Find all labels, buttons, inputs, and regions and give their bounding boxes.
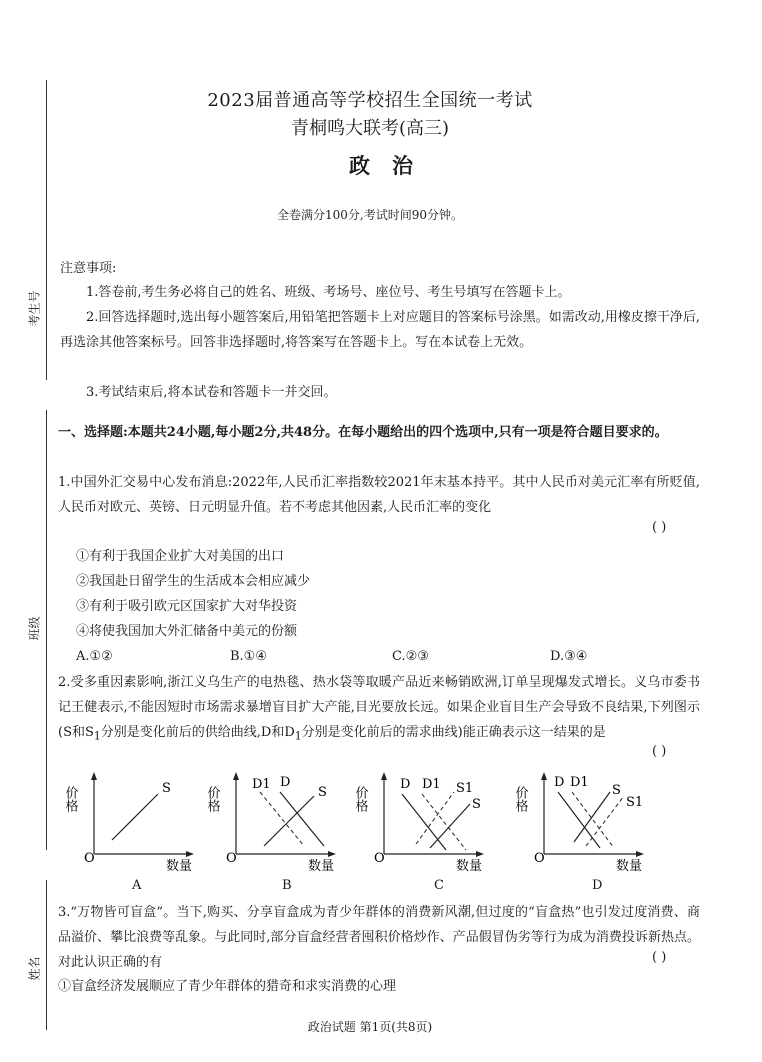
graph-b-x-arrow bbox=[328, 851, 336, 857]
margin-line-bottom bbox=[46, 880, 47, 1030]
graph-b-curve-s-label: S bbox=[318, 785, 327, 800]
graph-b bbox=[204, 770, 338, 880]
graph-d-curve-s bbox=[574, 792, 610, 842]
graph-c-origin: O bbox=[374, 851, 385, 866]
q1-statement-1: ①有利于我国企业扩大对美国的出口 bbox=[76, 549, 285, 564]
q1-stem: 1.中国外汇交易中心发布消息:2022年,人民币汇率指数较2021年末基本持平。其中人民币对美元汇率有所贬值,人民币对欧元、英镑、日元明显升值。若不考虑其他因素,人民币汇率的变化 bbox=[58, 475, 700, 515]
graph-a-curve-s-label: S bbox=[162, 781, 171, 796]
graph-d-curve-d1-label: D1 bbox=[570, 775, 589, 790]
q1-statement-4: ④将使我国加大外汇储备中美元的份额 bbox=[76, 624, 298, 639]
graph-a-origin: O bbox=[84, 851, 95, 866]
graph-c-curve-d-label: D bbox=[400, 777, 411, 792]
graph-d-x-arrow bbox=[636, 851, 644, 857]
graph-d-x-axis-label: 数量 bbox=[616, 859, 643, 874]
notes-heading: 注意事项: bbox=[60, 261, 117, 276]
graph-c bbox=[352, 770, 486, 880]
graph-b-curve-d1 bbox=[260, 792, 304, 846]
q3-answer-paren: ( ) bbox=[652, 950, 667, 965]
graph-d-origin: O bbox=[534, 851, 545, 866]
exam-no-label: 考生号 bbox=[27, 290, 42, 327]
graph-c-curve-d1 bbox=[422, 794, 466, 850]
graph-d bbox=[512, 770, 646, 880]
graph-a bbox=[62, 770, 196, 880]
subject-title: 政治 bbox=[349, 153, 435, 178]
score-note: 全卷满分100分,考试时间90分钟。 bbox=[277, 208, 463, 222]
note-item-3: 3.考试结束后,将本试卷和答题卡一并交回。 bbox=[86, 385, 337, 400]
graph-d-y-arrow bbox=[541, 772, 547, 780]
graph-b-y-axis-label: 价格 bbox=[204, 786, 220, 812]
graph-a-x-axis-label: 数量 bbox=[166, 859, 193, 874]
q1-option-a: A.①② bbox=[76, 649, 113, 664]
graph-b-curve-d-label: D bbox=[280, 775, 291, 790]
q2-stem: 2.受多重因素影响,浙江义乌生产的电热毯、热水袋等取暖产品近来畅销欧洲,订单呈现爆发式增长。义乌市委书记王健表示,不能因短时市场需求暴增盲目扩大产能,目光要放长远。如果企业盲目生产会导致不良结果,下列图示(S和$S_1$分别是变化前后的供给曲线,D和$D_1$分别是变化前后的需求曲线)能正确表示这一结果的是 bbox=[58, 675, 700, 743]
margin-line-middle bbox=[46, 410, 47, 850]
graph-c-curve-d1-label: D1 bbox=[422, 777, 441, 792]
q3-stem: 3.“万物皆可盲盒”。当下,购买、分享盲盒成为青少年群体的消费新风潮,但过度的“盲盒热”也引发过度消费、商品溢价、攀比浪费等乱象。与此同时,部分盲盒经营者囤积价格炒作、产品假冒伪劣等行为成为消费投诉新热点。对此认识正确的有 bbox=[58, 905, 700, 970]
graph-b-origin: O bbox=[226, 851, 237, 866]
section-heading: 一、选择题:本题共24小题,每小题2分,共48分。在每小题给出的四个选项中,只有一项是符合题目要求的。 bbox=[58, 425, 668, 440]
exam-subtitle: 青桐鸣大联考(高三) bbox=[290, 118, 450, 139]
graph-c-x-axis-label: 数量 bbox=[456, 859, 483, 874]
graph-b-curve-d bbox=[280, 792, 324, 846]
q1-option-d: D.③④ bbox=[550, 649, 588, 664]
graph-b-label: B bbox=[282, 878, 292, 893]
graph-c-x-arrow bbox=[476, 851, 484, 857]
graph-d-curve-s1-label: S1 bbox=[626, 795, 644, 810]
class-label: 班级 bbox=[27, 616, 42, 641]
q1-option-b: B.①④ bbox=[230, 649, 267, 664]
graph-c-curve-s1-label: S1 bbox=[456, 781, 474, 796]
graph-a-y-axis-label: 价格 bbox=[62, 786, 78, 812]
graph-a-label: A bbox=[132, 878, 142, 893]
graph-d-curve-d bbox=[558, 792, 600, 848]
graph-a-y-arrow bbox=[91, 772, 97, 780]
graph-d-curve-d-label: D bbox=[554, 775, 565, 790]
q1-statement-2: ②我国赴日留学生的生活成本会相应减少 bbox=[76, 574, 311, 589]
q2-answer-paren: ( ) bbox=[652, 744, 667, 759]
graph-b-x-axis-label: 数量 bbox=[308, 859, 335, 874]
graph-a-x-arrow bbox=[186, 851, 194, 857]
graph-c-curve-d bbox=[402, 794, 446, 850]
name-label: 姓名 bbox=[27, 956, 42, 981]
graph-c-y-arrow bbox=[381, 772, 387, 780]
graph-b-y-arrow bbox=[233, 772, 239, 780]
exam-title: 2023届普通高等学校招生全国统一考试 bbox=[207, 90, 533, 111]
graph-d-y-axis-label: 价格 bbox=[512, 786, 528, 812]
q3-statement-1: ①盲盒经济发展顺应了青少年群体的猎奇和求实消费的心理 bbox=[58, 979, 397, 994]
note-item-2: 2.回答选择题时,选出每小题答案后,用铅笔把答题卡上对应题目的答案标号涂黑。如需改动,用橡皮擦干净后,再选涂其他答案标号。回答非选择题时,将答案写在答题卡上。写在本试卷上无效。 bbox=[60, 310, 700, 350]
graph-d-curve-s1 bbox=[586, 796, 624, 846]
graph-c-curve-s bbox=[430, 804, 470, 848]
graph-c-y-axis-label: 价格 bbox=[352, 786, 368, 812]
q1-answer-paren: ( ) bbox=[652, 520, 667, 535]
note-item-1: 1.答卷前,考生务必将自己的姓名、班级、考场号、座位号、考生号填写在答题卡上。 bbox=[86, 285, 571, 300]
graph-c-curve-s-label: S bbox=[472, 797, 481, 812]
graph-a-curve-s bbox=[112, 794, 158, 840]
graph-d-label: D bbox=[592, 878, 603, 893]
graph-c-label: C bbox=[434, 878, 444, 893]
graph-b-curve-d1-label: D1 bbox=[252, 777, 271, 792]
graph-d-curve-s-label: S bbox=[612, 783, 621, 798]
page-footer: 政治试题 第1页(共8页) bbox=[307, 1020, 433, 1034]
q1-option-c: C.②③ bbox=[392, 649, 429, 664]
q1-statement-3: ③有利于吸引欧元区国家扩大对华投资 bbox=[76, 599, 298, 614]
